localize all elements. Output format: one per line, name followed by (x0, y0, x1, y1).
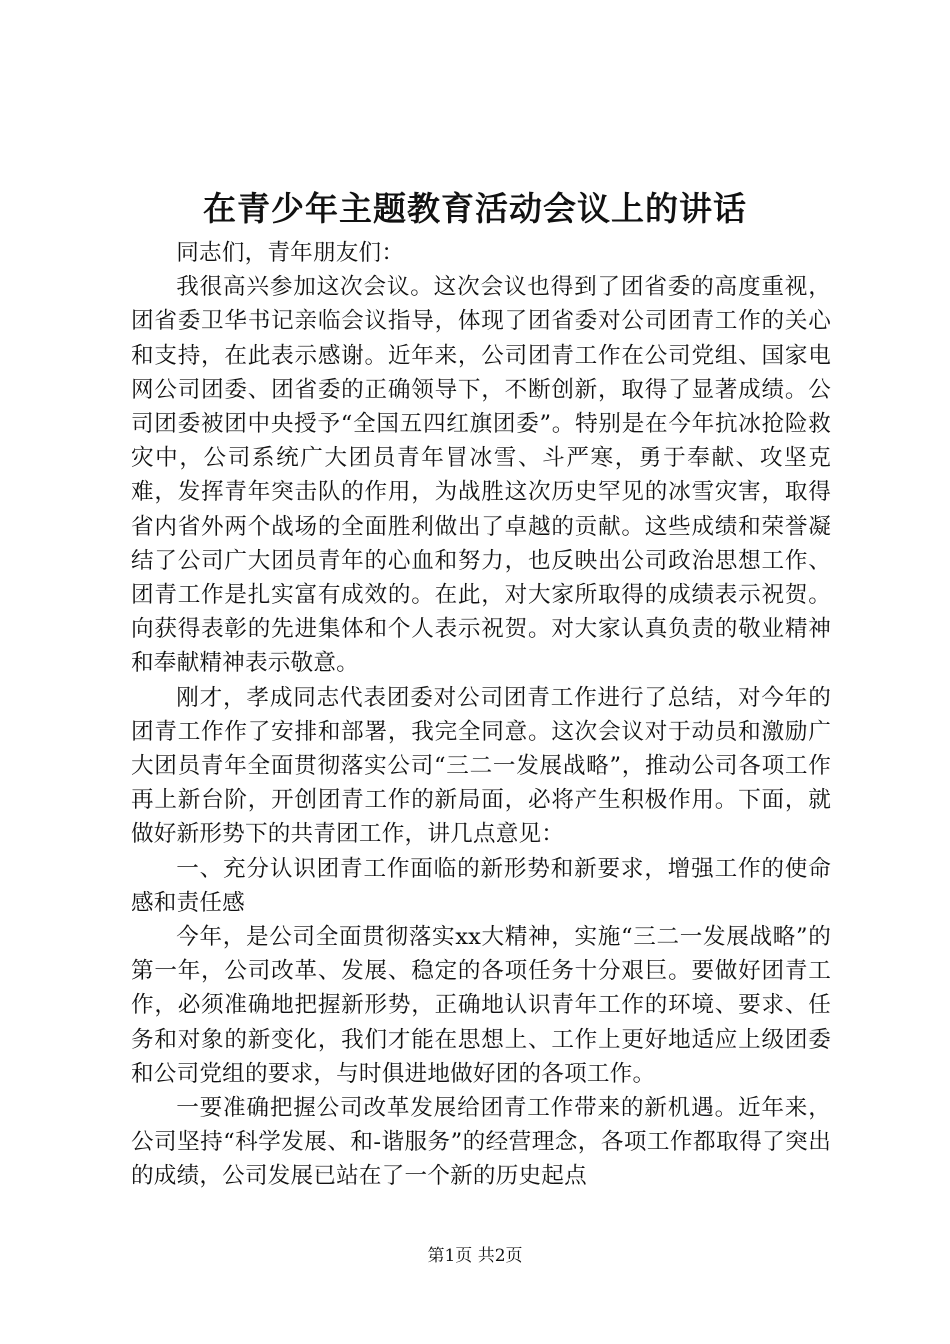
document-title: 在青少年主题教育活动会议上的讲话 (203, 189, 747, 228)
document-body (131, 236, 831, 1194)
body-paragraph: 今年，是公司全面贯彻落实xx大精神，实施“三二一发展战略”的第一年，公司改革、发展、稳定的各项任务十分艰巨。要做好团青工作，必须准确地把握新形势，正确地认识青年工作的环境、要求、任务和对象的新变化，我们才能在思想上、工作上更好地适应上级团委和公司党组的要求，与时俱进地做好团的各项工作。 (131, 924, 831, 1087)
body-paragraph: 刚才，孝成同志代表团委对公司团青工作进行了总结，对今年的团青工作作了安排和部署，我完全同意。这次会议对于动员和激励广大团员青年全面贯彻落实公司“三二一发展战略”，推动公司各项工作再上新台阶，开创团青工作的新局面，必将产生积极作用。下面，就做好新形势下的共青团工作，讲几点意见： (131, 684, 831, 848)
page-footer: 第1页 共2页 (427, 1246, 523, 1266)
body-paragraph: 一要准确把握公司改革发展给团青工作带来的新机遇。近年来，公司坚持“科学发展、和-谐服务”的经营理念，各项工作都取得了突出的成绩，公司发展已站在了一个新的历史起点 (131, 1095, 831, 1190)
salutation-paragraph: 同志们，青年朋友们： (176, 240, 405, 266)
section-heading: 一、充分认识团青工作面临的新形势和新要求，增强工作的使命感和责任感 (131, 855, 831, 916)
body-paragraph: 我很高兴参加这次会议。这次会议也得到了团省委的高度重视，团省委卫华书记亲临会议指导，体现了团省委对公司团青工作的关心和支持，在此表示感谢。近年来，公司团青工作在公司党组、国家电网公司团委、团省委的正确领导下，不断创新，取得了显著成绩。公司团委被团中央授予“全国五四红旗团委”。特别是在今年抗冰抢险救灾中，公司系统广大团员青年冒冰雪、斗严寒，勇于奉献、攻坚克难，发挥青年突击队的作用，为战胜这次历史罕见的冰雪灾害，取得省内省外两个战场的全面胜利做出了卓越的贡献。这些成绩和荣誉凝结了公司广大团员青年的心血和努力，也反映出公司政治思想工作、团青工作是扎实富有成效的。在此，对大家所取得的成绩表示祝贺。向获得表彰的先进集体和个人表示祝贺。对大家认真负责的敬业精神和奉献精神表示敬意。 (131, 274, 831, 677)
